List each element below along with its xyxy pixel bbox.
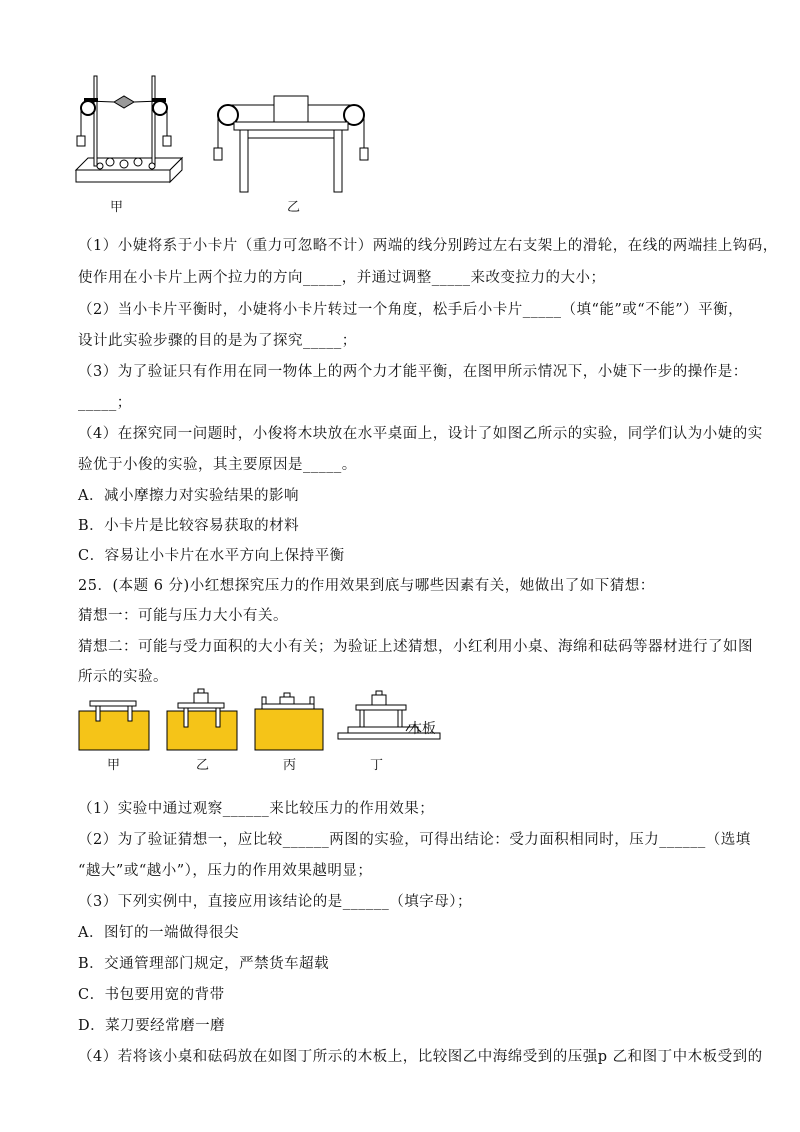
q25-option-c: C．书包要用宽的背带 <box>78 987 225 1003</box>
figure-jia-label: 甲 <box>110 200 124 215</box>
q25-sub4: （4）若将该小桌和砝码放在如图丁所示的木板上，比较图乙中海绵受到的压强p 乙和图丁中木板受到的 <box>78 1049 763 1065</box>
q24-part4-line1: （4）在探究同一问题时，小俊将木块放在水平桌面上，设计了如图乙所示的实验，同学们认为小婕的实 <box>78 426 763 442</box>
q25-sub2-line2: “越大”或“越小”），压力的作用效果越明显； <box>78 863 373 879</box>
figure-sponge-yi <box>166 687 238 751</box>
board-label: 木板 <box>408 721 436 737</box>
q25-sub1: （1）实验中通过观察______来比较压力的作用效果； <box>78 801 435 817</box>
q24-part1-line2: 使作用在小卡片上两个拉力的方向_____，并通过调整_____来改变拉力的大小； <box>78 270 606 286</box>
figure-sponge-bing-label: 丙 <box>283 758 297 773</box>
q24-part2-line1: （2）当小卡片平衡时，小婕将小卡片转过一个角度，松手后小卡片_____（填“能”或“不能”）平衡， <box>78 302 744 318</box>
q24-option-a: A．减小摩擦力对实验结果的影响 <box>78 488 299 504</box>
q24-option-b: B．小卡片是比较容易获取的材料 <box>78 518 300 534</box>
q24-option-c: C．容易让小卡片在水平方向上保持平衡 <box>78 548 345 564</box>
q25-sub3: （3）下列实例中，直接应用该结论的是______（填字母）； <box>78 894 472 910</box>
figure-board-ding-label: 丁 <box>370 758 384 773</box>
q24-part2-line2: 设计此实验步骤的目的是为了探究_____； <box>78 333 357 349</box>
figure-yi-table-block-apparatus <box>206 90 376 194</box>
figure-yi-label: 乙 <box>287 200 301 215</box>
figure-sponge-jia <box>78 693 150 751</box>
q24-part1-line1: （1）小婕将系于小卡片（重力可忽略不计）两端的线分别跨过左右支架上的滑轮，在线的两端挂上钩码， <box>78 238 778 254</box>
q24-part3-line2: _____； <box>78 395 132 411</box>
q25-guess-one: 猜想一：可能与压力大小有关。 <box>78 608 288 624</box>
figure-sponge-bing <box>254 687 324 751</box>
q25-heading: 25．(本题 6 分)小红想探究压力的作用效果到底与哪些因素有关，她做出了如下猜想： <box>78 578 655 594</box>
q25-option-b: B．交通管理部门规定，严禁货车超载 <box>78 956 330 972</box>
figure-sponge-yi-label: 乙 <box>196 758 210 773</box>
q25-guess-two-line1: 猜想二：可能与受力面积的大小有关；为验证上述猜想，小红利用小桌、海绵和砝码等器材进行了如图 <box>78 639 753 655</box>
q25-option-a: A．图钉的一端做得很尖 <box>78 925 239 941</box>
q24-part3-line1: （3）为了验证只有作用在同一物体上的两个力才能平衡，在图甲所示情况下，小婕下一步的操作是： <box>78 364 748 380</box>
q24-part4-line2: 验优于小俊的实验，其主要原因是_____。 <box>78 457 357 473</box>
figure-sponge-jia-label: 甲 <box>107 758 121 773</box>
q25-guess-two-line2: 所示的实验。 <box>78 669 168 685</box>
q25-option-d: D．菜刀要经常磨一磨 <box>78 1018 226 1034</box>
figure-jia-card-pulley-apparatus <box>70 70 190 198</box>
q25-sub2-line1: （2）为了验证猜想一，应比较______两图的实验，可得出结论：受力面积相同时，压力______（选填 <box>78 832 751 848</box>
